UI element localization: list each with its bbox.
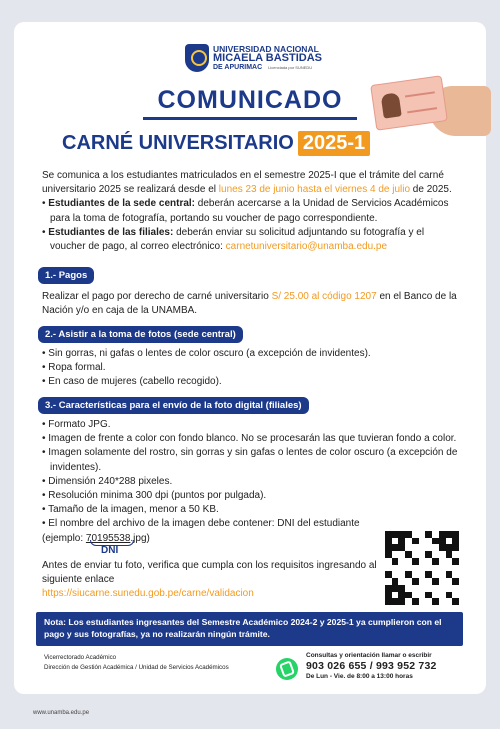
section-2-list	[42, 347, 462, 390]
signature-line-2: Dirección de Gestión Académica / Unidad de Servicios Académicos	[44, 663, 229, 671]
whatsapp-icon[interactable]	[276, 658, 298, 680]
contact-block	[306, 652, 437, 681]
university-logo	[185, 44, 322, 72]
list-item-text: El nombre del archivo de la imagen debe contener: DNI del estudiante	[48, 518, 360, 530]
list-item: • Imagen solamente del rostro, sin gorras y sin gafas o lentes de color oscuro (a excepción de invidentes).	[42, 447, 458, 473]
list-item-text: Imagen de frente a color con fondo blanco. No se procesarán las que tuvieran fondo a color.	[48, 433, 457, 445]
section-2-header: 2.- Asistir a la toma de fotos (sede central)	[38, 326, 243, 343]
list-item: • En caso de mujeres (cabello recogido).	[42, 376, 222, 388]
subtitle-text: CARNÉ UNIVERSITARIO	[62, 132, 294, 154]
list-item-text: Dimensión 240*288 pixeles.	[48, 475, 173, 487]
intro-dates: lunes 23 de junio hasta el viernes 4 de julio	[218, 184, 411, 196]
list-item: • Formato JPG.	[42, 419, 111, 430]
bullet-filiales: • Estudiantes de las filiales: deberán enviar su solicitud adjuntando su fotografía y el voucher de pago, al correo electrónico: carnetuniversitario@unamba.edu.pe	[42, 226, 425, 252]
contact-heading: Consultas y orientación llamar o escribir	[306, 652, 432, 659]
section-3-list	[42, 418, 462, 546]
section-1-text	[42, 290, 462, 318]
logo-line-1: UNIVERSIDAD NACIONAL	[213, 43, 319, 54]
verify-paragraph	[42, 559, 380, 602]
contact-phones[interactable]: 903 026 655 / 993 952 732	[306, 660, 437, 673]
list-item-text: Tamaño de la imagen, menor a 50 KB.	[48, 504, 219, 516]
intro-paragraph	[42, 169, 462, 254]
list-item: • Sin gorras, ni gafas o lentes de color oscuro (a excepción de invidentes).	[42, 348, 371, 359]
note-banner: Nota: Los estudiantes ingresantes del Semestre Académico 2024-2 y 2025-1 ya cumplieron con el pago y sus fotografías, ya no realizarán ningún trámite.	[36, 612, 463, 646]
payment-amount: S/ 25.00 al código 1207	[271, 291, 377, 302]
page-subtitle	[62, 131, 370, 156]
logo-licensed: Licenciada por SUNEDU	[268, 65, 313, 71]
section-1-header: 1.- Pagos	[38, 267, 94, 284]
bullet-text: deberán acercarse a la Unidad de Servicios Académicos para la toma de fotografía, portando su voucher de pago correspondiente.	[50, 198, 449, 224]
list-item-text: Resolución minima 300 dpi (puntos por pulgada).	[48, 489, 267, 501]
payment-text-a: Realizar el pago por derecho de carné universitario	[42, 291, 272, 302]
title-underline	[143, 117, 357, 120]
intro-text-b: de 2025.	[410, 184, 452, 196]
bullet-sede-central: • Estudiantes de la sede central: deberán acercarse a la Unidad de Servicios Académicos para la toma de fotografía, portando su voucher de pago correspondiente.	[42, 198, 449, 224]
logo-line-2: MICAELA BASTIDAS	[213, 52, 322, 65]
payment-text-b: en el Banco de la Nación y/o en caja de la UNAMBA.	[42, 291, 457, 317]
qr-code-icon[interactable]	[385, 531, 459, 605]
section-3-header: 3.- Características para el envío de la foto digital (filiales)	[38, 397, 309, 414]
signature-block	[44, 653, 229, 673]
email-link[interactable]: carnetuniversitario@unamba.edu.pe	[225, 240, 388, 252]
list-item: • El nombre del archivo de la imagen debe contener: DNI del estudiante	[42, 518, 360, 530]
list-item: • Ropa formal.	[42, 362, 106, 374]
bullet-label: Estudiantes de las filiales:	[48, 226, 174, 238]
list-item: • Dimensión 240*288 pixeles.	[42, 475, 173, 487]
list-item-text: Ropa formal.	[48, 362, 106, 374]
example-prefix: (ejemplo:	[42, 532, 86, 544]
list-item: • Resolución minima 300 dpi (puntos por pulgada).	[42, 489, 267, 501]
list-item: • Imagen de frente a color con fondo blanco. No se procesarán las que tuvieran fondo a color.	[42, 433, 457, 445]
example-number: 70195538	[85, 532, 131, 544]
verify-link[interactable]: https://siucarne.sunedu.gob.pe/carne/validacion	[42, 588, 254, 600]
footer-url[interactable]: www.unamba.edu.pe	[33, 710, 90, 716]
list-item-text: Formato JPG.	[48, 419, 111, 430]
intro-text-a: Se comunica a los estudiantes matriculados en el semestre 2025-I que el trámite del carné universitario 2025 se realizará desde el	[42, 170, 444, 196]
contact-hours: De Lun - Vie. de 8:00 a 13:00 horas	[306, 673, 413, 681]
bullet-text: deberán enviar su solicitud adjuntando su fotografía y el voucher de pago, al correo electrónico:	[50, 226, 425, 252]
logo-line-3: DE APURIMAC	[213, 64, 263, 72]
verify-text: Antes de enviar tu foto, verifica que cumpla con los requisitos ingresando al siguiente enlace	[42, 560, 377, 586]
year-badge: 2025-1	[298, 131, 370, 156]
list-item-text: En caso de mujeres (cabello recogido).	[48, 376, 222, 388]
example-suffix: .jpg)	[130, 532, 150, 544]
list-item-text: Sin gorras, ni gafas o lentes de color oscuro (a excepción de invidentes).	[48, 348, 371, 359]
bullet-label: Estudiantes de la sede central:	[48, 198, 195, 210]
page-title: COMUNICADO	[157, 86, 343, 114]
university-shield-icon	[185, 44, 209, 72]
dni-label: DNI	[101, 545, 119, 556]
list-item-text: Imagen solamente del rostro, sin gorras y sin gafas o lentes de color oscuro (a excepción de invidentes).	[48, 447, 458, 473]
signature-line-1: Vicerrectorado Académico	[44, 654, 117, 661]
list-item: • Tamaño de la imagen, menor a 50 KB.	[42, 504, 219, 516]
